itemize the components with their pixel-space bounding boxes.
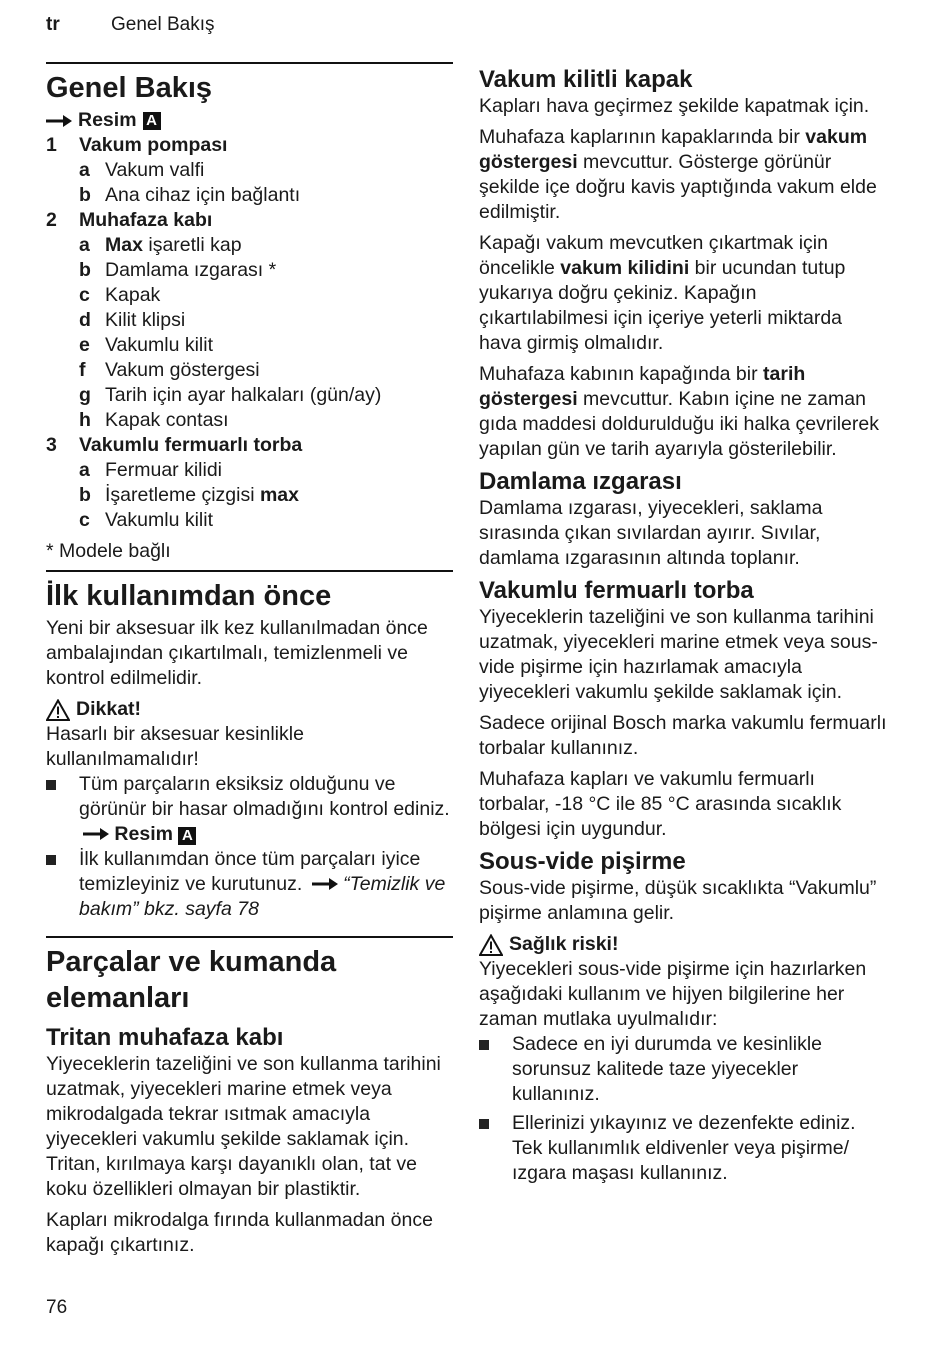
bag-paragraph: Yiyeceklerin tazeliğini ve son kullanma tarihini uzatmak, yiyecekleri marine etmek veya sous-vide pişirme için hazırlamak amacıyla yiyecekleri vakumlu şekilde saklamak için. (479, 606, 878, 703)
item-text: Tarih için ayar halkaları (gün/ay) (105, 384, 382, 406)
warning-text: Yiyecekleri sous-vide pişirme için hazırlarken aşağıdaki kullanım ve hijyen bilgilerine her zaman mutlaka uyulmalıdır: (479, 958, 867, 1030)
tritan-paragraph: Kapları mikrodalga fırında kullanmadan önce kapağı çıkartınız. (46, 1209, 433, 1256)
first-use-intro: Yeni bir aksesuar ilk kez kullanılmadan önce ambalajından çıkartılmalı, temizlenmeli ve kontrol edilmelidir. (46, 617, 428, 689)
bold-term: vakum kilidini (560, 257, 690, 279)
group-number: 3 (46, 434, 57, 456)
lid-paragraph (479, 125, 889, 225)
arrow-right-icon (312, 877, 338, 891)
item-letter: b (79, 184, 91, 206)
bullet-square-icon (46, 772, 79, 847)
section-rule (46, 62, 453, 64)
bag-paragraph: Sadece orijinal Bosch marka vakumlu fermuarlı torbalar kullanınız. (479, 712, 887, 759)
bullet-square-icon (479, 1032, 512, 1107)
bullet-text: Tüm parçaların eksiksiz olduğunu ve görünür bir hasar olmadığını kontrol ediniz. (79, 773, 450, 820)
list-item (46, 258, 453, 283)
footnote: * Modele bağlı (46, 540, 171, 562)
item-letter: f (79, 359, 86, 381)
header-title: Genel Bakış (111, 14, 215, 35)
figure-letter-badge: A (143, 112, 161, 130)
bullet-text: Ellerinizi yıkayınız ve dezenfekte ediniz. Tek kullanımlık eldivenler veya pişirme/ızgara maşası kullanınız. (512, 1112, 856, 1184)
list-item (46, 333, 453, 358)
list-group (46, 433, 453, 458)
warning-label: Sağlık riski! (509, 933, 619, 955)
item-letter: a (79, 459, 90, 481)
item-text: işaretli kap (142, 234, 242, 256)
figure-letter-badge: A (178, 827, 196, 845)
group-label: Muhafaza kabı (79, 209, 213, 231)
sous-vide-paragraph: Sous-vide pişirme, düşük sıcaklıkta “Vakumlu” pişirme anlamına gelir. (479, 877, 877, 924)
lid-paragraph: Kapları hava geçirmez şekilde kapatmak için. (479, 95, 870, 117)
warning-triangle-icon (479, 934, 503, 956)
item-text: Vakumlu kilit (105, 509, 214, 531)
item-text: Fermuar kilidi (105, 459, 223, 481)
list-item (46, 308, 453, 333)
text-run: Muhafaza kaplarının kapaklarında bir (479, 126, 806, 148)
list-item (46, 383, 453, 408)
section-rule (46, 570, 453, 572)
page-header (46, 14, 215, 36)
text-run: bir ucundan tutup yukarıya doğru çekiniz. Kapağın çıkartılabilmesi için içeriye yeterli miktarda hava girmiş olmalıdır. (479, 257, 846, 354)
text-run: Muhafaza kabının kapağında bir (479, 363, 764, 385)
text-run: Kapağı vakum mevcutken çıkartmak için öncelikle (479, 232, 828, 279)
figure-reference[interactable] (46, 108, 453, 133)
lid-paragraph (479, 231, 889, 356)
bag-heading: Vakumlu fermuarlı torba (479, 577, 754, 604)
text-run: mevcuttur. Kabın içine ne zaman gıda maddesi doldurulduğu iki halka çevrilerek yapılan gün ve tarih ayarıyla gösterilebilir. (479, 388, 879, 460)
list-item (46, 358, 453, 383)
drip-paragraph: Damlama ızgarası, yiyecekleri, saklama sırasında çıkan sıvılardan ayırır. Sıvılar, damlama ızgarasının altında toplanır. (479, 497, 823, 569)
group-number: 2 (46, 209, 57, 231)
item-letter: g (79, 384, 91, 406)
item-text: Vakumlu kilit (105, 334, 214, 356)
bullet-item (479, 1032, 889, 1107)
parts-list (46, 133, 453, 533)
item-letter: b (79, 484, 91, 506)
list-group (46, 133, 453, 158)
item-text: İşaretleme çizgisi (105, 484, 260, 506)
item-letter: b (79, 259, 91, 281)
item-text: Kapak (105, 284, 161, 306)
left-column (46, 62, 453, 1264)
bag-paragraph: Muhafaza kapları ve vakumlu fermuarlı torbalar, -18 °C ile 85 °C arasında sıcaklık bölgesi için uygundur. (479, 768, 842, 840)
right-column (479, 66, 889, 1186)
section-rule (46, 936, 453, 938)
figure-reference-label[interactable]: Resim (114, 823, 173, 845)
warning-text: Hasarlı bir aksesuar kesinlikle kullanılmamalıdır! (46, 723, 304, 770)
list-item (46, 183, 453, 208)
list-item (46, 283, 453, 308)
item-letter: e (79, 334, 90, 356)
lid-heading: Vakum kilitli kapak (479, 66, 693, 93)
item-bold-text: max (259, 484, 299, 506)
item-text: Ana cihaz için bağlantı (105, 184, 301, 206)
tritan-paragraph: Yiyeceklerin tazeliğini ve son kullanma tarihini uzatmak, yiyecekleri marine etmek veya mikrodalgada tekrar ısıtmak amacıyla yiyecekleri vakumlu şekilde saklamak için. Tritan, kırılmaya karşı dayanıklı olan, tat ve koku özellikleri olmayan bir plastiktir. (46, 1053, 441, 1200)
list-item (46, 508, 453, 533)
list-group (46, 208, 453, 233)
item-letter: a (79, 234, 90, 256)
list-item (46, 233, 453, 258)
bold-term: vakum göstergesi (479, 126, 868, 173)
first-use-heading: İlk kullanımdan önce (46, 580, 332, 612)
list-item (46, 483, 453, 508)
text-run: mevcuttur. Gösterge görünür şekilde içe doğru kavis yaptığında vakum elde edilmiştir. (479, 151, 877, 223)
item-letter: c (79, 509, 90, 531)
item-text: Damlama ızgarası * (105, 259, 277, 281)
warning-label: Dikkat! (76, 698, 142, 720)
bullet-square-icon (479, 1111, 512, 1186)
overview-heading: Genel Bakış (46, 72, 213, 104)
bullet-item (46, 772, 453, 847)
item-text: Kapak contası (105, 409, 229, 431)
sous-vide-heading: Sous-vide pişirme (479, 848, 686, 875)
figure-reference-label: Resim (78, 109, 137, 131)
item-letter: c (79, 284, 90, 306)
list-item (46, 158, 453, 183)
group-label: Vakum pompası (79, 134, 228, 156)
lid-paragraph (479, 362, 889, 462)
item-text: Vakum valfi (105, 159, 205, 181)
item-text: Kilit klipsi (105, 309, 186, 331)
bold-term: tarih göstergesi (479, 363, 806, 410)
arrow-right-icon (83, 827, 109, 841)
arrow-right-icon (46, 114, 72, 128)
item-letter: a (79, 159, 90, 181)
item-bold-text: Max (105, 234, 143, 256)
parts-heading: Parçalar ve kumanda elemanları (46, 946, 337, 1014)
bullet-square-icon (46, 847, 79, 922)
drip-heading: Damlama ızgarası (479, 468, 682, 495)
item-text: Vakum göstergesi (105, 359, 260, 381)
tritan-heading: Tritan muhafaza kabı (46, 1024, 284, 1051)
bullet-item (46, 847, 453, 922)
page-number: 76 (46, 1297, 68, 1318)
item-letter: d (79, 309, 91, 331)
list-item (46, 408, 453, 433)
bullet-item (479, 1111, 889, 1186)
group-label: Vakumlu fermuarlı torba (79, 434, 303, 456)
language-code: tr (46, 14, 60, 35)
list-item (46, 458, 453, 483)
warning-title (46, 697, 453, 722)
warning-triangle-icon (46, 699, 70, 721)
bullet-text: İlk kullanımdan önce tüm parçaları iyice temizleyiniz ve kurutunuz. (79, 848, 421, 895)
page-cross-reference[interactable]: “Temizlik ve bakım” bkz. sayfa 78 (79, 873, 446, 920)
item-letter: h (79, 409, 91, 431)
group-number: 1 (46, 134, 57, 156)
bullet-text: Sadece en iyi durumda ve kesinlikle sorunsuz kalitede taze yiyecekler kullanınız. (512, 1033, 823, 1105)
warning-title (479, 932, 889, 957)
